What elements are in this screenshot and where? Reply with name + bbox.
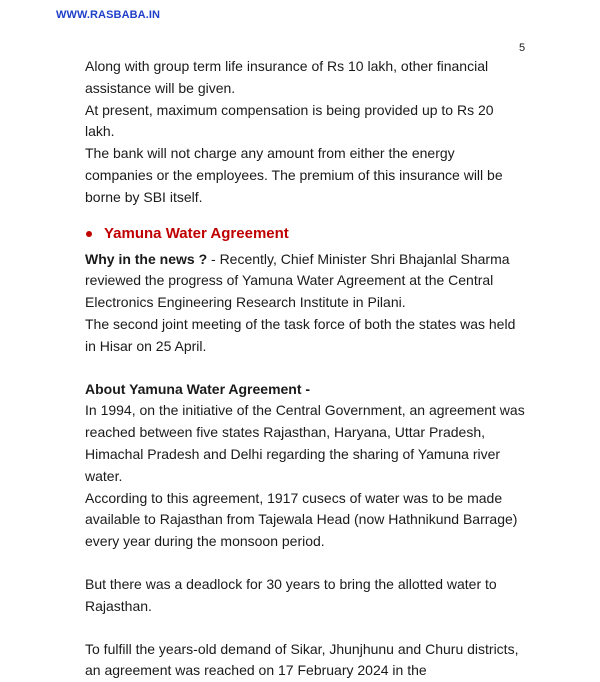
subheading-about-agreement: About Yamuna Water Agreement - [85,380,311,397]
document-body [85,56,525,682]
section-heading-yamuna [85,223,525,245]
page-number: 5 [519,42,526,54]
paragraph-about-1: In 1994, on the initiative of the Central Government, an agreement was reached between five states Rajasthan, Haryana, Uttar Pradesh, Himachal Pradesh and Delhi regarding the sharing of Yamuna river water. [85,402,525,484]
paragraph-about-2: According to this agreement, 1917 cusecs of water was to be made available to Rajasthan from Tajewala Head (now Hathnikund Barrage) every year during the monsoon period. [85,489,518,550]
paragraph-about-3: But there was a deadlock for 30 years to bring the allotted water to Rajasthan. [85,575,497,614]
bullet-icon [86,231,92,237]
why-in-news-label: Why in the news ? [85,250,208,267]
site-watermark: WWW.RASBABA.IN [56,9,161,21]
paragraph-insurance-1: Along with group term life insurance of Rs 10 lakh, other financial assistance will be given. [85,58,489,96]
paragraph-about-4: To fulfill the years-old demand of Sikar, Jhunjhunu and Churu districts, an agreement was reached on 17 February 2024 in the [85,640,519,679]
paragraph-why-in-news [85,249,525,314]
paragraph-meeting: The second joint meeting of the task force of both the states was held in Hisar on 25 April. [85,315,516,354]
why-in-news-text: - Recently, Chief Minister Shri Bhajanlal Sharma reviewed the progress of Yamuna Water Agreement at the Central Electronics Engineering Research Institute in Pilani. [85,250,510,311]
paragraph-insurance-3: The bank will not charge any amount from either the energy companies or the employees. The premium of this insurance will be borne by SBI itself. [85,145,503,205]
paragraph-insurance-2: At present, maximum compensation is being provided up to Rs 20 lakh. [85,101,494,140]
section-heading-text: Yamuna Water Agreement [104,224,289,242]
